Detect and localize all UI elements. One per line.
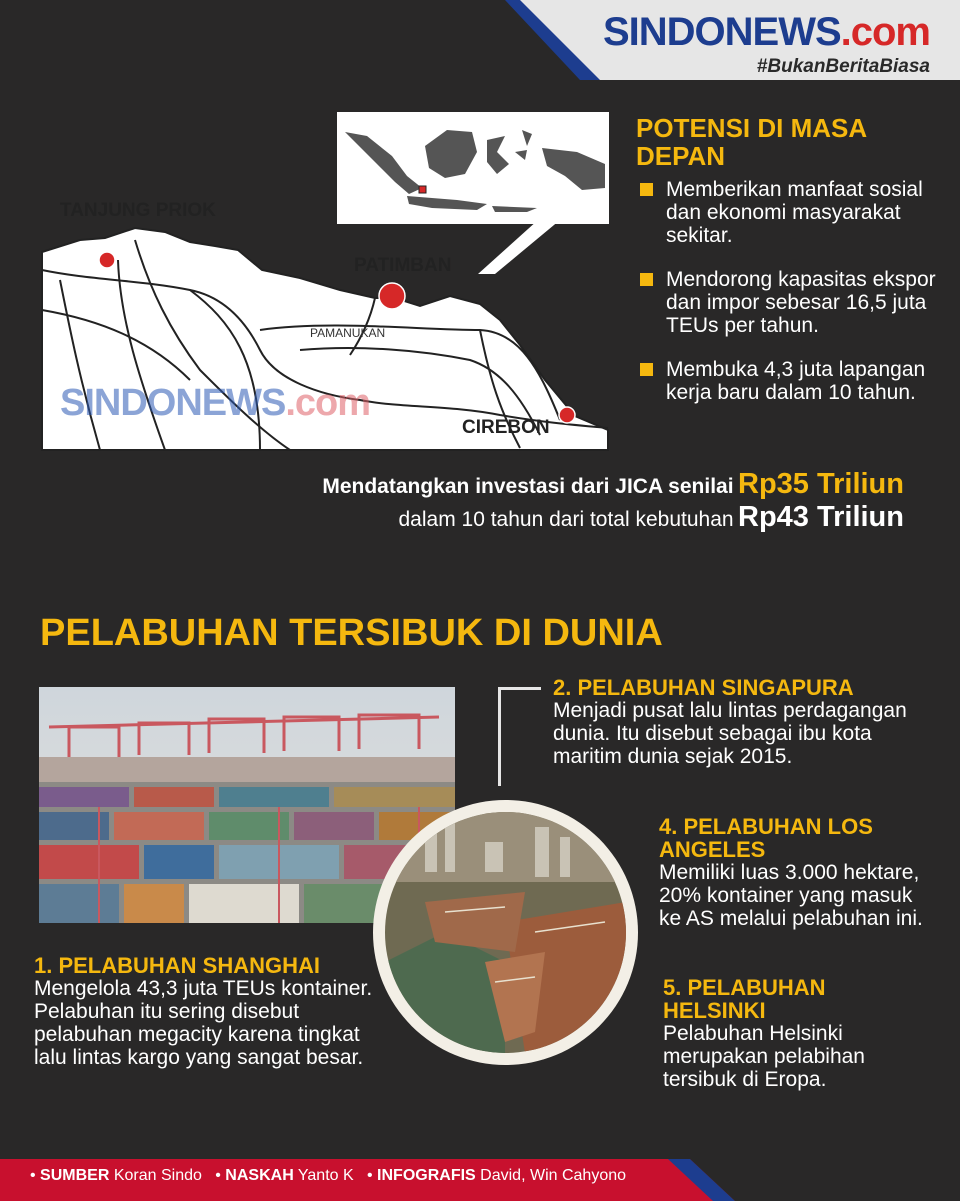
indonesia-inset-map: [337, 112, 609, 224]
bullet-square-icon: [640, 273, 653, 286]
city-label-pamanukan: PAMANUKAN: [310, 326, 386, 340]
potensi-list: [640, 178, 940, 425]
port-desc: Menjadi pusat lalu lintas perdagangan dunia. Itu disebut sebagai ibu kota maritim dunia sejak 2015.: [553, 699, 907, 768]
port-los-angeles: [659, 815, 929, 930]
city-label-cirebon: CIREBON: [462, 417, 550, 438]
city-label-patimban: PATIMBAN: [354, 255, 452, 276]
port-title: 4. PELABUHAN LOS ANGELES: [659, 814, 873, 862]
port-desc: Pelabuhan Helsinki merupakan pelabihan tersibuk di Eropa.: [663, 1022, 865, 1091]
sindonews-logo: SINDONEWS.com #BukanBeritaBiasa: [602, 10, 930, 77]
port-singapura: [553, 676, 913, 768]
investasi-text: Mendatangkan investasi dari JICA senilai Rp35 Triliun dalam 10 tahun dari total kebutuhan Rp43 Triliun: [322, 468, 904, 533]
port-desc: Memiliki luas 3.000 hektare, 20% kontainer yang masuk ke AS melalui pelabuhan ini.: [659, 861, 923, 930]
tagline: #BukanBeritaBiasa: [756, 56, 930, 77]
footer-credits: • SUMBER Koran Sindo • NASKAH Yanto K • INFOGRAFIS David, Win Cahyono: [0, 1159, 960, 1201]
port-desc: Mengelola 43,3 juta TEUs kontainer. Pelabuhan itu sering disebut pelabuhan megacity karena tingkat lalu lintas kargo yang sangat besar.: [34, 977, 373, 1069]
potensi-title: POTENSI DI MASA DEPAN: [636, 113, 867, 171]
city-label-tanjung-priok: TANJUNG PRIOK: [60, 200, 216, 221]
port-shanghai: [34, 954, 384, 1069]
port-title: 5. PELABUHAN HELSINKI: [663, 975, 826, 1023]
port-helsinki: [663, 976, 933, 1091]
bullet-square-icon: [640, 183, 653, 196]
port-title: 1. PELABUHAN SHANGHAI: [34, 953, 321, 978]
investasi-value-jica: Rp35 Triliun: [738, 468, 904, 500]
sindonews-watermark: SINDONEWS.com: [60, 382, 371, 424]
potensi-item: Memberikan manfaat sosial dan ekonomi masyarakat sekitar.: [640, 178, 940, 247]
singapura-bracket-line: [498, 687, 541, 786]
section-title: PELABUHAN TERSIBUK DI DUNIA: [40, 612, 663, 654]
investasi-value-total: Rp43 Triliun: [738, 501, 904, 533]
bullet-square-icon: [640, 363, 653, 376]
singapore-port-photo: [385, 812, 626, 1053]
potensi-item: Membuka 4,3 juta lapangan kerja baru dalam 10 tahun.: [640, 358, 940, 404]
port-title: 2. PELABUHAN SINGAPURA: [553, 675, 854, 700]
potensi-item: Mendorong kapasitas ekspor dan impor sebesar 16,5 juta TEUs per tahun.: [640, 268, 940, 337]
